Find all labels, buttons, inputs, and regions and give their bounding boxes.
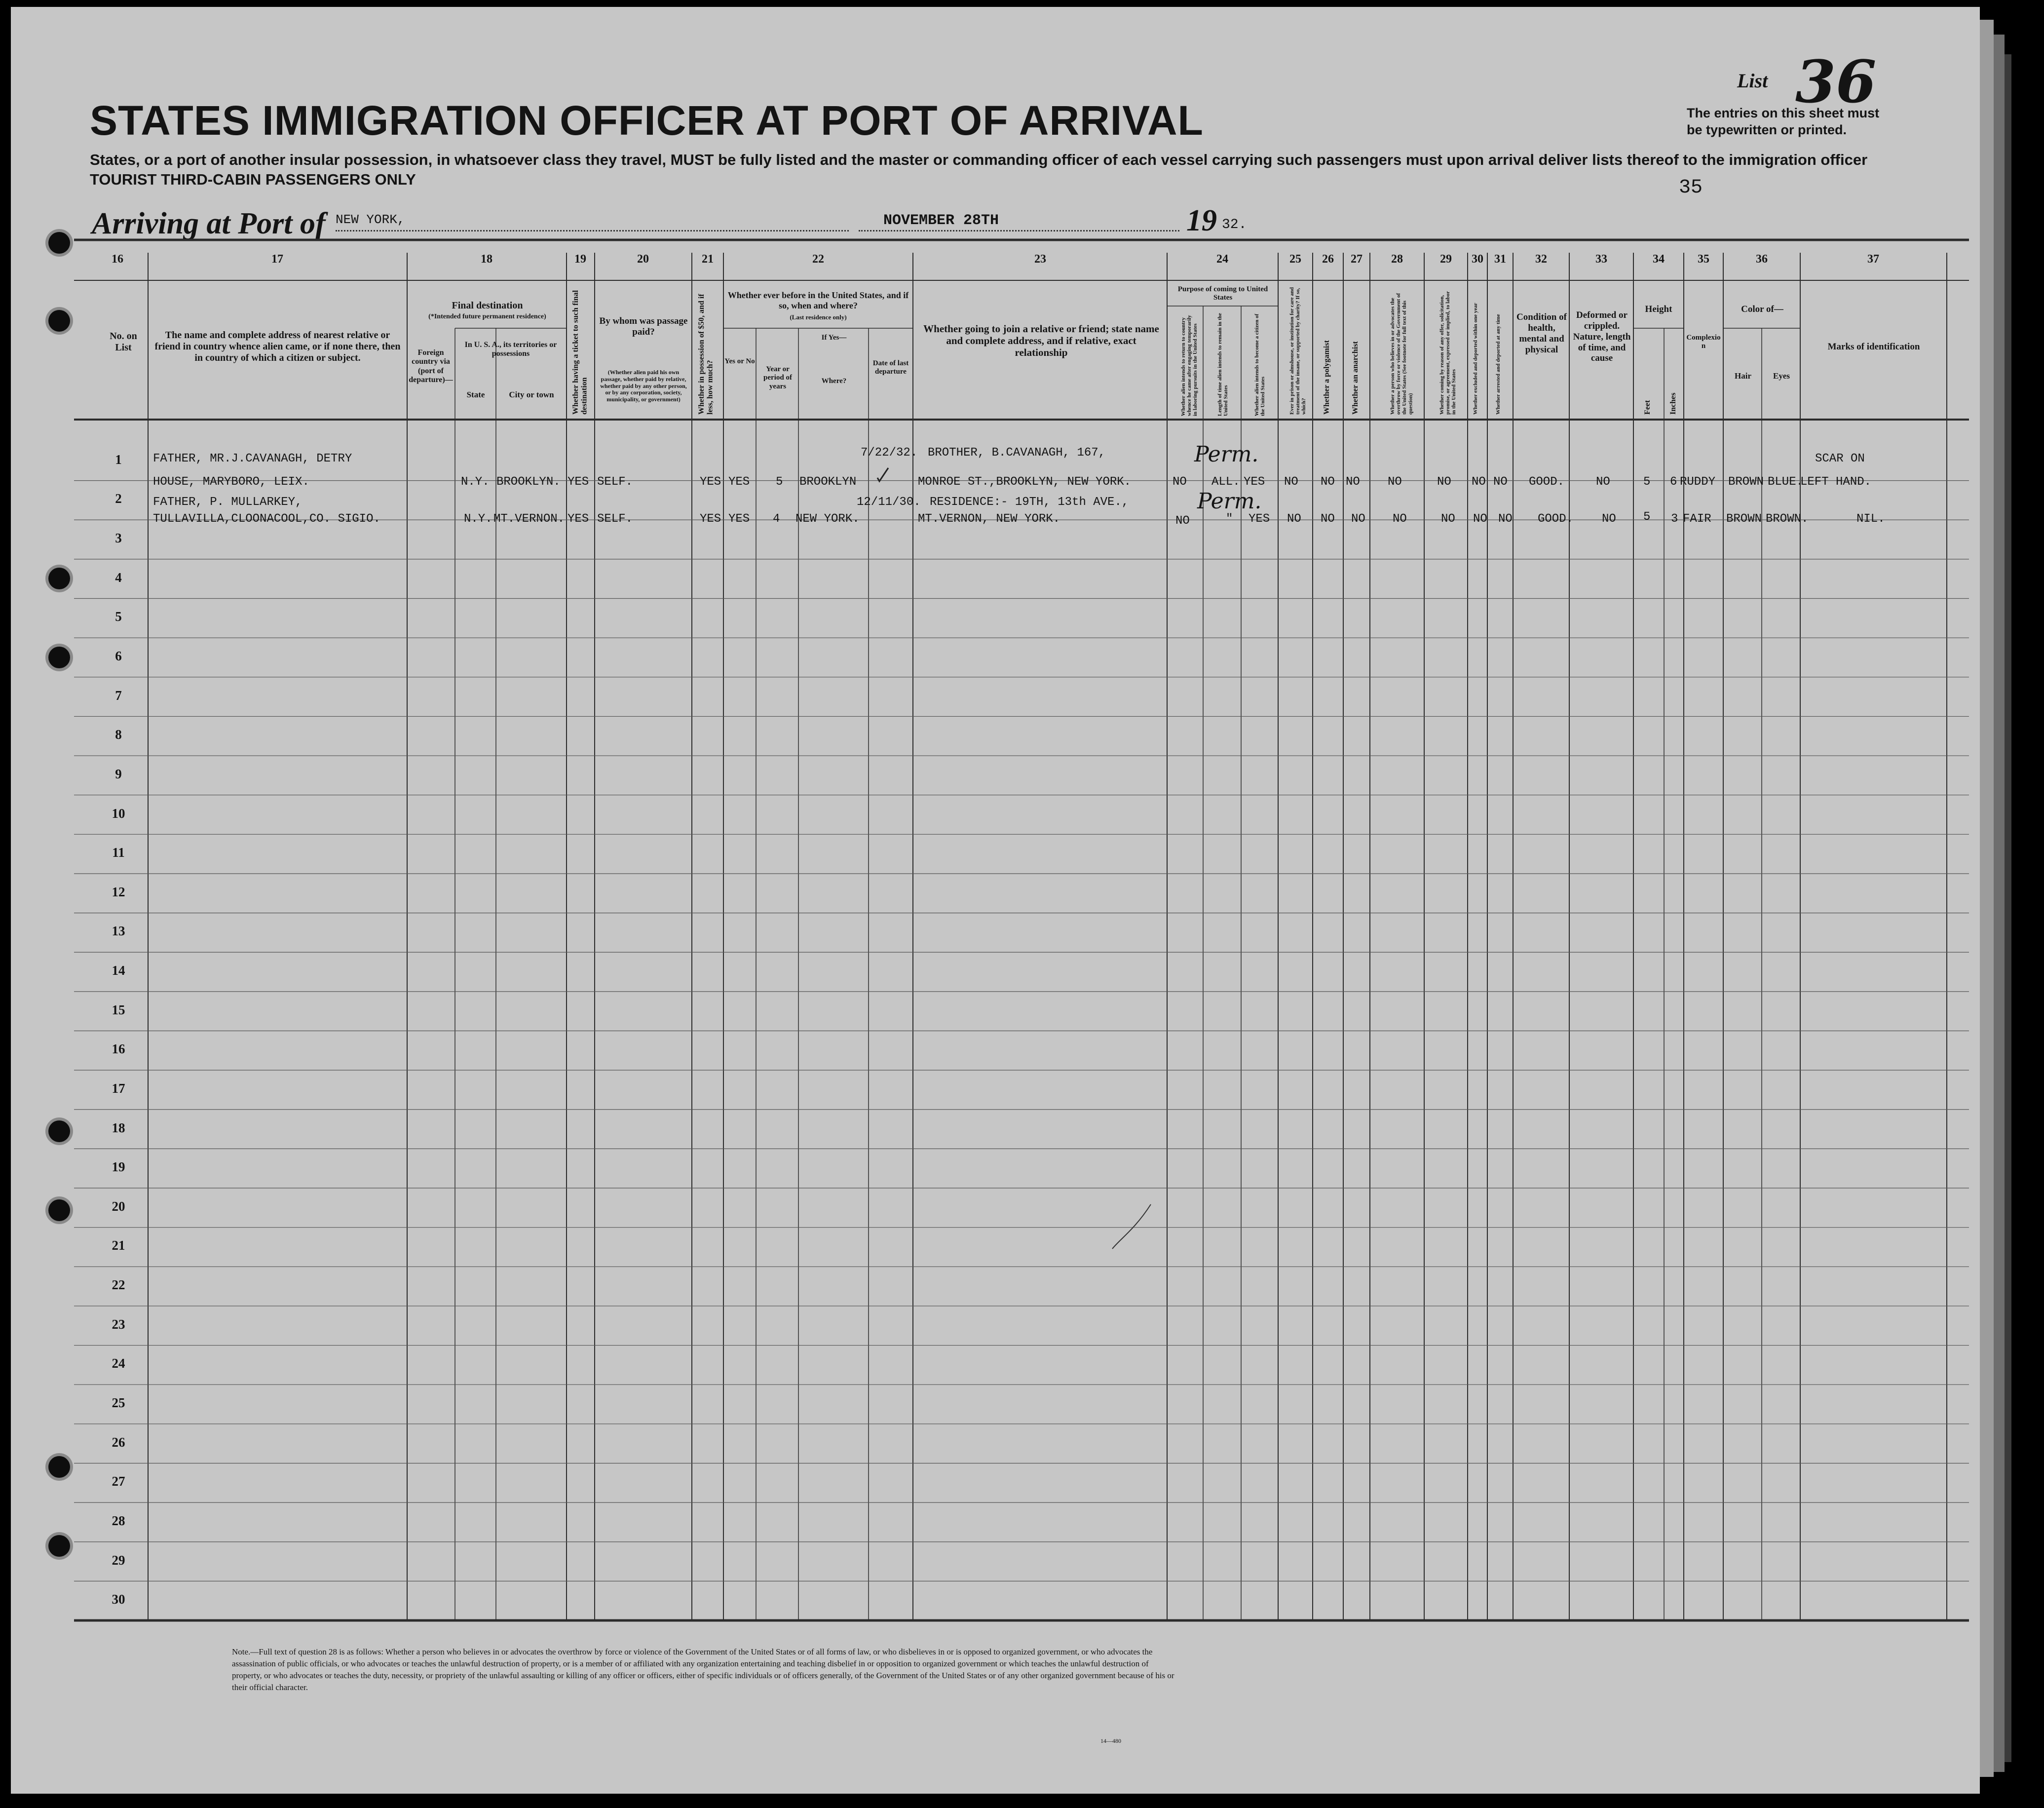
column-number: 30 [1472, 253, 1483, 266]
header-state: State [466, 390, 485, 399]
row-number: 21 [112, 1238, 125, 1253]
header-in-usa: In U. S. A., its territories or possessions [464, 341, 557, 358]
entry-2-purpose-annotation: Perm. [1197, 489, 1262, 514]
header-city: City or town [509, 390, 554, 399]
entry-1-marks-line2: LEFT HAND. [1800, 475, 1872, 489]
entry-1-paid-by: SELF. [597, 475, 633, 489]
header-overthrow: Whether a person who believes in or advocates the overthrow by force or violence of the Government of the United States (See footnote for full text of this question) [1390, 293, 1414, 415]
header-complexion: Complexion [1686, 334, 1721, 350]
header-deported: Whether arrested and deported at any time [1495, 314, 1501, 415]
row-number: 15 [112, 1002, 125, 1017]
date-field: NOVEMBER 28TH [883, 212, 999, 229]
column-number: 25 [1289, 253, 1301, 266]
row-number: 29 [112, 1552, 125, 1568]
entry-1-length-stay: ALL. [1211, 475, 1240, 489]
header-purpose-return: Whether alien intends to return to country whence he came after engaging temporarily in laboring pursuits in the United States [1180, 315, 1199, 416]
list-number: 36 [1795, 47, 1877, 116]
entry-1-health: GOOD. [1529, 475, 1565, 489]
header-prison: Ever in prison or almshouse, or institution for care and treatment of the insane, or supported by charity? If so, which? [1289, 287, 1307, 415]
entry-1-purpose-annotation: Perm. [1194, 442, 1259, 467]
header-polygamist: Whether a polygamist [1323, 340, 1331, 415]
entry-1-marks-line1: SCAR ON [1815, 452, 1865, 465]
row-number: 20 [112, 1198, 125, 1214]
entry-2-polygamist: NO [1321, 512, 1335, 526]
header-contract-labor: Whether coming by reason of any offer, solicitation, promise, or agreement, expressed or implied, to labor in the United States [1439, 291, 1457, 415]
header-deformed: Deformed or crippled. Nature, length of time, and cause [1573, 310, 1631, 364]
header-period: Year or period of years [763, 365, 792, 390]
row-number: 16 [112, 1041, 125, 1057]
header-before-in-us-sub: (Last residence only) [790, 313, 847, 321]
entry-1-polygamist: NO [1321, 475, 1335, 489]
entry-2-length-stay: " [1226, 512, 1233, 526]
row-number: 12 [112, 884, 125, 899]
header-before-in-us: Whether ever before in the United States, and if so, when and where? [727, 290, 909, 310]
row-number: 22 [112, 1277, 125, 1293]
entry-2-money: YES [700, 512, 721, 526]
entry-1-departure: 7/22/32. [861, 446, 918, 460]
entry-2-ticket: YES [568, 512, 589, 526]
entry-2-joining-line2: MT.VERNON, NEW YORK. [918, 512, 1060, 526]
entry-1-period: 5 [776, 475, 783, 489]
entry-1-city: BROOKLYN. [496, 475, 561, 489]
entry-1-deformed: NO [1596, 475, 1610, 489]
header-if-yes: If Yes— [821, 334, 847, 342]
entry-2-citizen: YES [1249, 512, 1270, 526]
page-title: STATES IMMIGRATION OFFICER AT PORT OF ARRIVAL [90, 97, 1204, 144]
entry-2-marks-line1: NIL. [1856, 512, 1885, 526]
entry-1-inches: 6 [1670, 475, 1677, 489]
row-number: 25 [112, 1395, 125, 1411]
row-number: 3 [115, 531, 122, 546]
entry-2-period: 4 [773, 512, 780, 526]
entry-2-complexion: FAIR [1683, 512, 1711, 526]
column-number: 17 [271, 253, 283, 266]
entry-2-return-home: NO [1175, 514, 1190, 528]
footnote: Note.—Full text of question 28 is as follows: Whether a person who believes in or advocates the overthrow by force or violence of the Government of the United States or of all forms of law, or who disbelieves in or is opposed to organized government, or who advocates the assassination of public officials, or who advocates or teaches the unlawful destruction of property, or is a member of or affiliated with any organization entertaining and teaching disbelief in or opposition to organized government or which teaches the unlawful destruction of property, or who advocates or teaches the duty, necessity, or propriety of the unlawful assaulting or killing of any officer or officers, either of specific individuals or of officers generally, of the Government of the United States or of any other organized government because of his or their official character. [232, 1647, 1174, 1693]
header-excluded: Whether excluded and deported within one year [1473, 303, 1478, 415]
instruction-text: States, or a port of another insular possession, in whatsoever class they travel, MUST be fully listed and the master or commanding officer of each vessel carrying such passengers must upon arrival deliver lists thereof to the immigration officer [90, 151, 1868, 168]
entry-1-excluded: NO [1472, 475, 1486, 489]
year-prefix: 19 [1186, 204, 1217, 237]
entry-2-eyes: BROWN. [1766, 512, 1809, 526]
entry-1-anarchist: NO [1346, 475, 1360, 489]
entry-2-contract: NO [1441, 512, 1455, 526]
column-number: 27 [1351, 253, 1363, 266]
list-label: List [1737, 70, 1768, 92]
entry-1-hair: BROWN [1728, 475, 1764, 489]
entry-1-contract: NO [1437, 475, 1451, 489]
entry-2-prison: NO [1287, 512, 1301, 526]
entry-2-paid-by: SELF. [597, 512, 633, 526]
header-where: Where? [821, 377, 847, 385]
entries-note: be typewritten or printed. [1687, 122, 1847, 137]
entry-2-before-us: YES [728, 512, 750, 526]
header-no-on-list: No. on List [110, 331, 137, 353]
entry-1-prison: NO [1284, 475, 1298, 489]
header-money: Whether in possession of $50, and if less, how much? [697, 294, 715, 415]
entry-2-feet: 5 [1643, 510, 1651, 524]
year-suffix: 32. [1222, 217, 1247, 232]
header-yes-no: Yes or No [724, 357, 755, 365]
row-number: 30 [112, 1592, 125, 1607]
entry-1-money: YES [700, 475, 721, 489]
column-number: 34 [1653, 253, 1665, 266]
header-anarchist: Whether an anarchist [1351, 341, 1360, 415]
entry-2-relative-line1: FATHER, P. MULLARKEY, [153, 496, 303, 509]
header-feet: Feet [1643, 400, 1652, 415]
header-hair: Hair [1735, 371, 1751, 381]
row-number: 4 [115, 570, 122, 585]
row-number: 11 [112, 845, 125, 860]
form-number: 14—480 [1100, 1737, 1121, 1744]
entry-1-relative-line1: FATHER, MR.J.CAVANAGH, DETRY [153, 452, 352, 465]
entry-2-excluded: NO [1473, 512, 1487, 526]
row-number: 1 [115, 452, 122, 467]
column-number: 16 [112, 253, 123, 266]
row-number: 2 [115, 491, 122, 506]
column-number: 19 [574, 253, 586, 266]
header-inches: Inches [1669, 392, 1677, 415]
entry-2-deformed: NO [1602, 512, 1616, 526]
row-number: 10 [112, 806, 125, 821]
entry-1-state: N.Y. [461, 475, 490, 489]
header-purpose-length: Length of time alien intends to remain in the United States [1217, 313, 1229, 416]
row-number: 23 [112, 1316, 125, 1332]
header-marks: Marks of identification [1827, 342, 1920, 352]
sheet-number: 35 [1679, 177, 1703, 199]
row-number: 17 [112, 1080, 125, 1096]
entry-1-citizen: YES [1244, 475, 1265, 489]
row-number: 8 [115, 727, 122, 742]
entry-2-deported: NO [1498, 512, 1513, 526]
header-eyes: Eyes [1773, 371, 1790, 381]
entries-note: The entries on this sheet must [1687, 106, 1880, 120]
entry-1-before-us: YES [728, 475, 750, 489]
entry-2-where: NEW YORK. [795, 512, 860, 526]
entry-1-return-home: NO [1173, 475, 1187, 489]
column-number: 36 [1756, 253, 1768, 266]
header-color: Color of— [1741, 304, 1783, 314]
entry-1-ticket: YES [568, 475, 589, 489]
header-foreign-country: Foreign country via (port of departure)— [409, 348, 453, 385]
entry-2-hair: BROWN [1726, 512, 1762, 526]
entry-1-relative-line2: HOUSE, MARYBORO, LEIX. [153, 475, 309, 489]
entry-2-departure: 12/11/30. [857, 496, 921, 509]
entry-1-eyes: BLUE. [1768, 475, 1804, 489]
header-joining-relative: Whether going to join a relative or friend; state name and complete address, and if relative, exact relationship [923, 323, 1159, 359]
column-number: 20 [637, 253, 649, 266]
header-purpose: Purpose of coming to United States [1177, 285, 1268, 302]
port-field: NEW YORK, [336, 212, 405, 227]
entry-2-health: GOOD. [1538, 512, 1574, 526]
entry-1-complexion: RUDDY [1680, 475, 1716, 489]
entry-1-deported: NO [1493, 475, 1508, 489]
entry-2-inches: 3 [1671, 512, 1678, 526]
entry-1-overthrow: NO [1388, 475, 1402, 489]
column-number: 26 [1322, 253, 1334, 266]
header-final-destination-sub: (*Intended future permanent residence) [428, 313, 546, 320]
header-health: Condition of health, mental and physical [1516, 312, 1567, 355]
entry-2-joining-line1: RESIDENCE:- 19TH, 13th AVE., [930, 496, 1129, 509]
row-number: 24 [112, 1356, 125, 1371]
arriving-label: Arriving at Port of [92, 207, 326, 240]
column-number: 31 [1494, 253, 1506, 266]
entry-1-joining-line1: BROTHER, B.CAVANAGH, 167, [928, 446, 1106, 460]
row-number: 19 [112, 1159, 125, 1175]
entry-1-where: BROOKLYN [799, 475, 857, 489]
header-departure-date: Date of last departure [872, 359, 909, 376]
row-number: 28 [112, 1513, 125, 1528]
column-number: 35 [1698, 253, 1709, 266]
entry-2-overthrow: NO [1393, 512, 1407, 526]
column-number: 32 [1535, 253, 1547, 266]
column-number: 23 [1034, 253, 1046, 266]
entry-1-feet: 5 [1643, 475, 1651, 489]
header-nearest-relative: The name and complete address of nearest relative or friend in country whence alien came, or if none there, then in country of which a citizen or subject. [154, 330, 401, 363]
cabin-class: TOURIST THIRD-CABIN PASSENGERS ONLY [90, 171, 416, 188]
header-passage-paid: By whom was passage paid? [599, 316, 688, 337]
column-number: 28 [1391, 253, 1403, 266]
entry-2-state: N.Y. [464, 512, 492, 526]
row-number: 27 [112, 1474, 125, 1489]
row-number: 6 [115, 648, 122, 663]
entry-1-joining-line2: MONROE ST.,BROOKLYN, NEW YORK. [918, 475, 1132, 489]
column-number: 18 [481, 253, 492, 266]
entry-2-anarchist: NO [1351, 512, 1365, 526]
header-purpose-citizen: Whether alien intends to become a citizen of the United States [1254, 313, 1266, 416]
row-number: 18 [112, 1120, 125, 1135]
column-number: 22 [812, 253, 824, 266]
column-number: 33 [1595, 253, 1607, 266]
column-number: 21 [702, 253, 714, 266]
header-passage-paid-sub: (Whether alien paid his own passage, whether paid by relative, whether paid by any other person, or by any corporation, society, municipality, or government) [600, 369, 687, 403]
header-height: Height [1645, 304, 1672, 314]
row-number: 13 [112, 923, 125, 939]
row-number: 5 [115, 609, 122, 624]
row-number: 9 [115, 766, 122, 781]
row-number: 7 [115, 688, 122, 703]
header-ticket: Whether having a ticket to such final destination [571, 290, 589, 415]
row-number: 26 [112, 1434, 125, 1450]
column-number: 24 [1216, 253, 1228, 266]
entry-2-city: MT.VERNON. [493, 512, 565, 526]
column-number: 29 [1440, 253, 1452, 266]
column-number: 37 [1867, 253, 1879, 266]
row-number: 14 [112, 963, 125, 978]
header-final-destination: Final destination [452, 300, 523, 311]
entry-2-relative-line2: TULLAVILLA,CLOONACOOL,CO. SIGIO. [153, 512, 380, 526]
